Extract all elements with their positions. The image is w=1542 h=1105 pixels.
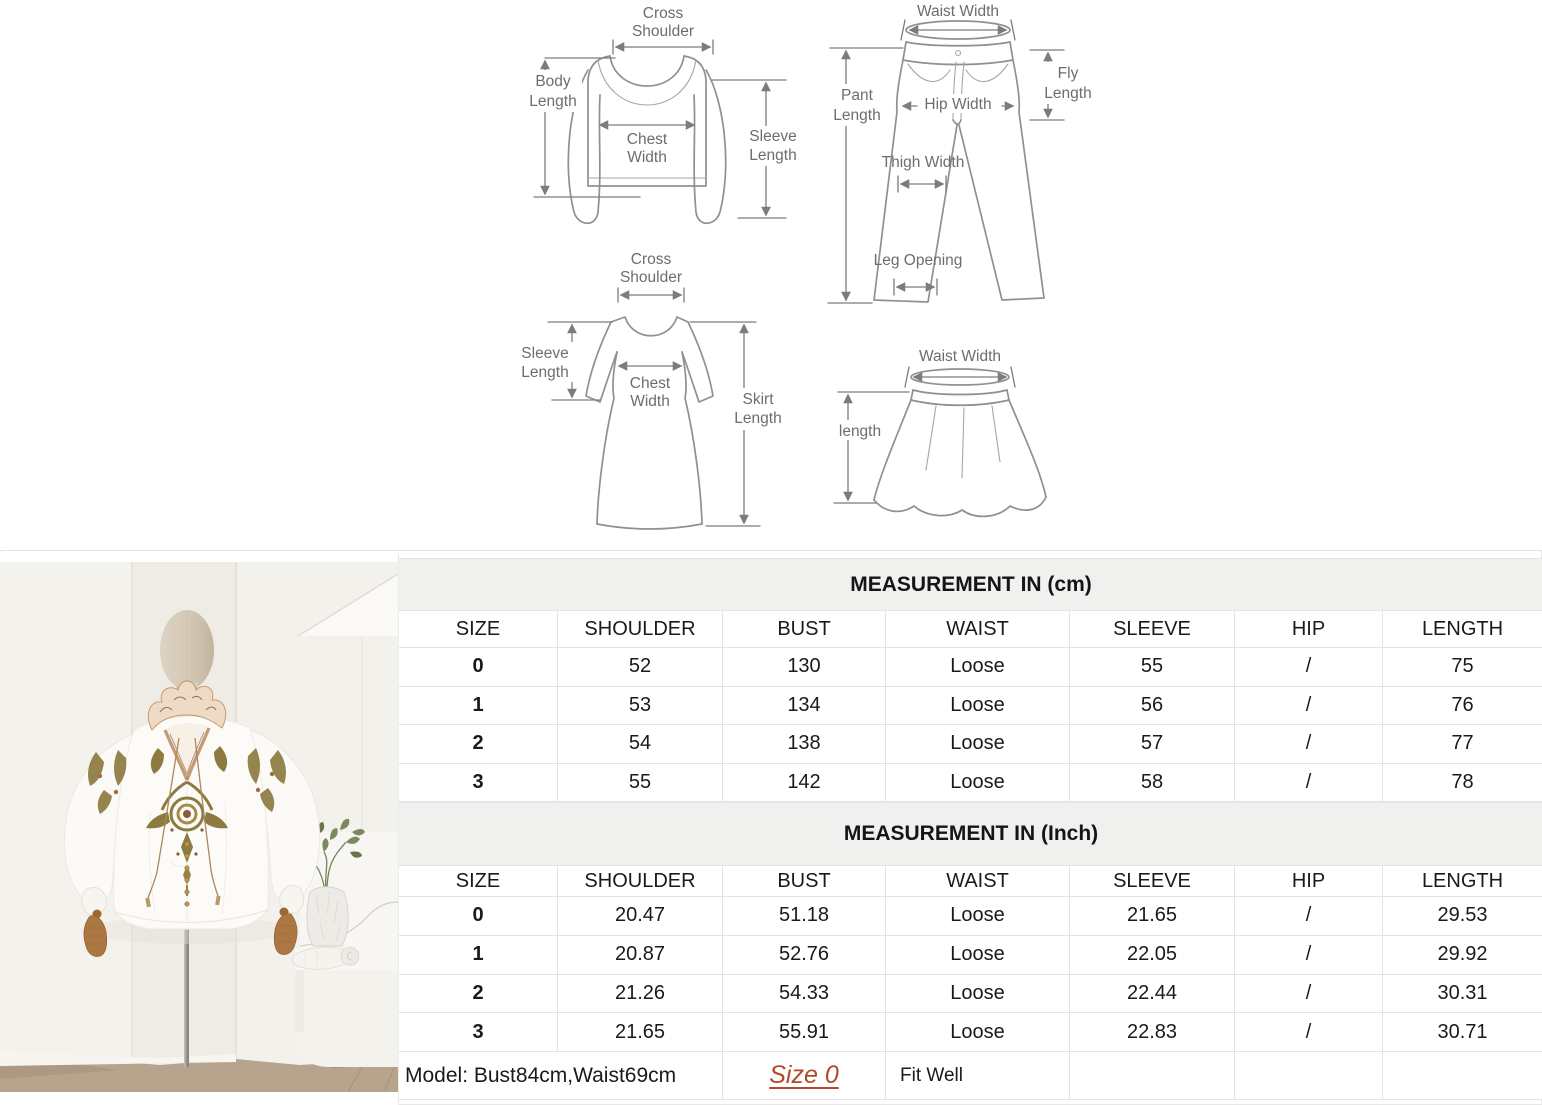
table-cell: /: [1235, 1013, 1383, 1052]
table-cell: 78: [1383, 764, 1542, 803]
column-header: SIZE: [399, 611, 558, 648]
table-cell: Loose: [886, 764, 1070, 803]
column-header: WAIST: [886, 611, 1070, 648]
table-cell: 22.83: [1070, 1013, 1235, 1052]
model-fit-row: [399, 1052, 1542, 1100]
sweater-body-length-label: Body: [535, 73, 571, 90]
table-cell: 29.92: [1383, 936, 1542, 975]
pants-fly-length-label: Fly: [1057, 65, 1079, 82]
table-cell: /: [1235, 687, 1383, 726]
table-cell: 53: [558, 687, 723, 726]
svg-text:Length: Length: [529, 93, 577, 110]
vase: [307, 887, 348, 946]
column-header: SHOULDER: [558, 866, 723, 897]
column-header: LENGTH: [1383, 611, 1542, 648]
sweater-diagram: [524, 5, 804, 223]
skirt-waist-width-label: Waist Width: [918, 348, 1002, 365]
table-cell: 20.47: [558, 897, 723, 936]
svg-text:Length: Length: [833, 107, 881, 124]
table-cell: /: [1235, 648, 1383, 687]
table-cell: 30.31: [1383, 975, 1542, 1014]
table-cell: 51.18: [723, 897, 886, 936]
table-cell: 21.65: [1070, 897, 1235, 936]
svg-text:Length: Length: [749, 147, 797, 164]
table-cell: Loose: [886, 1013, 1070, 1052]
table-cell: 54.33: [723, 975, 886, 1014]
table-cell: 0: [399, 897, 558, 936]
pants-hip-width-label: Hip Width: [924, 96, 992, 113]
table-cell: 52.76: [723, 936, 886, 975]
dress-diagram: [514, 251, 790, 529]
svg-text:Shoulder: Shoulder: [619, 269, 683, 286]
sweater-cross-shoulder-label: Cross: [642, 5, 684, 22]
table-cell: 21.65: [558, 1013, 723, 1052]
table-cell: Loose: [886, 897, 1070, 936]
table-cell: 76: [1383, 687, 1542, 726]
table-cell: 20.87: [558, 936, 723, 975]
table-cell: 142: [723, 764, 886, 803]
svg-text:Shoulder: Shoulder: [631, 23, 695, 40]
cm-table: [399, 611, 1542, 648]
table-cell: 56: [1070, 687, 1235, 726]
table-cell: 55: [1070, 648, 1235, 687]
product-photo-image: [0, 562, 398, 1092]
table-cell: 58: [1070, 764, 1235, 803]
measurement-tables: [398, 552, 1542, 1105]
pants-length-label: Pant: [841, 87, 873, 104]
inch-table-title: MEASUREMENT IN (Inch): [399, 802, 1542, 866]
svg-text:Width: Width: [630, 393, 670, 410]
table-cell: /: [1235, 764, 1383, 803]
column-header: SIZE: [399, 866, 558, 897]
table-cell: 54: [558, 725, 723, 764]
table-cell: 2: [399, 975, 558, 1014]
table-cell: 130: [723, 648, 886, 687]
column-header: HIP: [1235, 866, 1383, 897]
svg-text:Length: Length: [1044, 85, 1092, 102]
svg-text:Length: Length: [521, 364, 569, 381]
table-cell: 21.26: [558, 975, 723, 1014]
column-header: LENGTH: [1383, 866, 1542, 897]
column-header: SHOULDER: [558, 611, 723, 648]
dress-skirt-length-label: Skirt: [742, 391, 774, 408]
table-cell: 138: [723, 725, 886, 764]
sweater-sleeve-length-label: Sleeve: [749, 128, 797, 145]
column-header: SLEEVE: [1070, 611, 1235, 648]
svg-text:Length: Length: [734, 410, 782, 427]
dress-cross-shoulder-label: Cross: [630, 251, 672, 268]
table-cell: /: [1235, 897, 1383, 936]
product-photo: [0, 552, 398, 1105]
column-header: HIP: [1235, 611, 1383, 648]
table-cell: 3: [399, 1013, 558, 1052]
table-cell: 134: [723, 687, 886, 726]
table-cell: 2: [399, 725, 558, 764]
garment-diagrams-figure: [0, 0, 1542, 550]
model-measurements: Model: Bust84cm,Waist69cm: [399, 1052, 723, 1100]
table-cell: 77: [1383, 725, 1542, 764]
table-cell: 55: [558, 764, 723, 803]
table-cell: Loose: [886, 975, 1070, 1014]
column-header: BUST: [723, 866, 886, 897]
table-cell: 29.53: [1383, 897, 1542, 936]
column-header: SLEEVE: [1070, 866, 1235, 897]
empty-cell: [1383, 1052, 1542, 1100]
inch-table: [399, 866, 1542, 897]
cm-table-rows: [399, 648, 1542, 802]
empty-cell: [1070, 1052, 1235, 1100]
table-cell: 22.05: [1070, 936, 1235, 975]
fit-note: Fit Well: [886, 1052, 1070, 1100]
table-cell: 0: [399, 648, 558, 687]
table-cell: 52: [558, 648, 723, 687]
table-cell: 30.71: [1383, 1013, 1542, 1052]
table-cell: /: [1235, 725, 1383, 764]
table-cell: 75: [1383, 648, 1542, 687]
table-cell: 1: [399, 687, 558, 726]
pants-leg-opening-label: Leg Opening: [873, 252, 963, 269]
table-cell: 22.44: [1070, 975, 1235, 1014]
empty-cell: [1235, 1052, 1383, 1100]
table-cell: 55.91: [723, 1013, 886, 1052]
cm-table-title: MEASUREMENT IN (cm): [399, 558, 1542, 611]
table-cell: Loose: [886, 648, 1070, 687]
table-cell: Loose: [886, 687, 1070, 726]
dress-sleeve-length-label: Sleeve: [521, 345, 569, 362]
svg-text:Width: Width: [627, 149, 667, 166]
table-cell: 57: [1070, 725, 1235, 764]
table-cell: Loose: [886, 725, 1070, 764]
table-cell: /: [1235, 936, 1383, 975]
table-cell: 1: [399, 936, 558, 975]
dress-chest-width-label: Chest: [629, 375, 671, 392]
table-cell: 3: [399, 764, 558, 803]
skirt-length-label: length: [838, 423, 882, 440]
pants-waist-width-label: Waist Width: [916, 3, 1000, 20]
model-size: Size 0: [723, 1052, 886, 1100]
inch-table-rows: [399, 897, 1542, 1052]
skirt-diagram: [834, 348, 1046, 516]
pants-thigh-width-label: Thigh Width: [881, 154, 965, 171]
sweater-chest-width-label: Chest: [626, 131, 668, 148]
column-header: BUST: [723, 611, 886, 648]
mannequin-pole: [184, 924, 189, 1067]
column-header: WAIST: [886, 866, 1070, 897]
size-guide-diagrams: [0, 0, 1542, 551]
table-cell: Loose: [886, 936, 1070, 975]
table-cell: /: [1235, 975, 1383, 1014]
pants-diagram: [826, 3, 1098, 303]
